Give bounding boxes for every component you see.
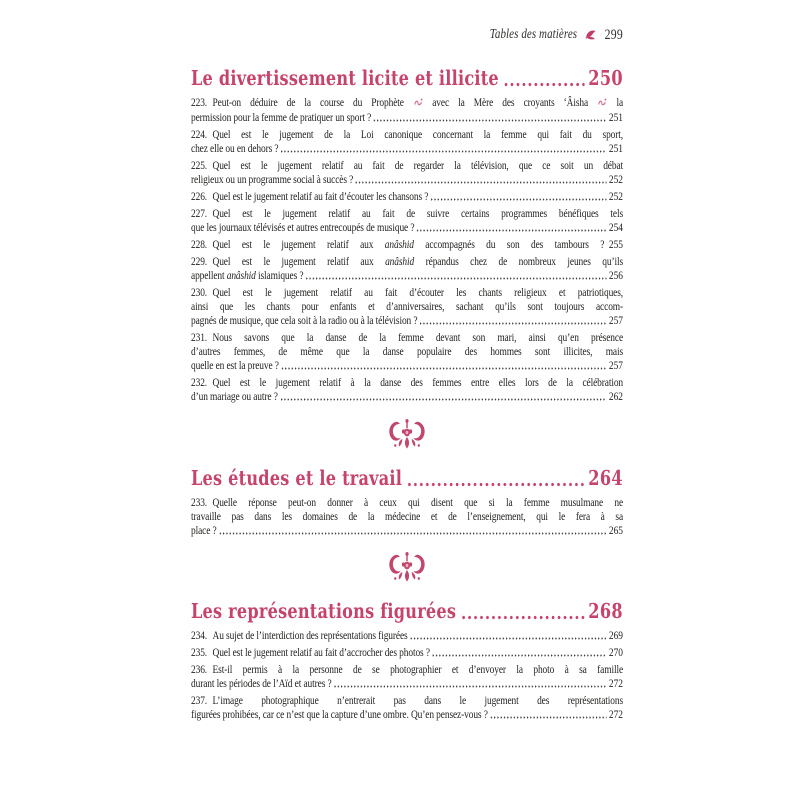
entry-line: 223. Peut-on déduire de la course du Prophète avec la Mère des croyants ‘Âisha la xyxy=(191,95,624,109)
toc-entry xyxy=(191,330,623,372)
entry-line: durant les périodes de l’Aïd et autres ? 272 xyxy=(191,676,624,690)
dot-leader xyxy=(432,654,606,657)
entry-number: 236. xyxy=(191,662,208,676)
entry-number: 234. xyxy=(191,628,208,642)
entry-line: ainsi que les chants pour enfants et d’anniversaires, sachant qu’ils sont toujours accom- xyxy=(191,299,624,313)
entry-line: 237. L’image photographique n’entrerait pas dans le jugement des représentations xyxy=(191,693,624,707)
section-heading xyxy=(191,599,623,623)
dot-leader xyxy=(504,82,584,87)
section-entries xyxy=(191,495,623,537)
entry-line: figurées prohibées, car ce n’est que la capture d’une ombre. Qu’en pensez-vous ? 272 xyxy=(191,707,624,721)
entry-page-number: 251 xyxy=(608,110,624,124)
toc-entry xyxy=(191,95,623,124)
section-entries xyxy=(191,95,623,403)
dot-leader xyxy=(219,532,607,535)
toc-entry xyxy=(191,158,623,186)
dot-leader xyxy=(374,119,607,122)
entry-line: d’un mariage ou autre ? 262 xyxy=(191,389,624,403)
toc-entry xyxy=(191,285,623,327)
entry-line: 225. Quel est le jugement relatif au fait de regarder la télévision, que ce soit un débat xyxy=(191,158,624,172)
entry-page-number: 269 xyxy=(608,628,624,642)
entry-page-number: 270 xyxy=(608,645,624,659)
leaf-fleuron-icon xyxy=(584,28,597,45)
entry-line: 230. Quel est le jugement relatif au fait d’écouter les chants religieux et patriotiques, xyxy=(191,285,624,299)
calligraphic-honorific-icon xyxy=(414,96,423,110)
entry-number: 229. xyxy=(191,254,208,268)
dot-leader xyxy=(490,716,606,719)
entry-line: 233. Quelle réponse peut-on donner à ceux qui disent que si la femme musulmane ne xyxy=(191,495,624,509)
entry-line: 231. Nous savons que la danse de la femme devant son mari, ainsi qu’en présence xyxy=(191,330,624,344)
entry-line: 235. Quel est le jugement relatif au fait d’accrocher des photos ? 270 xyxy=(191,645,624,659)
toc-entry xyxy=(191,628,623,642)
entry-line: pagnés de musique, que cela soit à la radio ou à la télévision ? 257 xyxy=(191,313,624,327)
section-heading-page: 264 xyxy=(588,466,624,490)
entry-line: permission pour la femme de pratiquer un sport ? 251 xyxy=(191,110,624,124)
entry-line: d’autres femmes, de même que la danse populaire des hommes sont illicites, mais xyxy=(191,344,624,358)
toc-entry xyxy=(191,237,623,251)
dot-leader xyxy=(356,181,607,184)
entry-number: 227. xyxy=(191,206,208,220)
entry-page-number: 252 xyxy=(608,172,624,186)
toc-entry xyxy=(191,495,623,537)
entry-page-number: 272 xyxy=(608,676,624,690)
entry-line: place ? 265 xyxy=(191,523,624,537)
dot-leader xyxy=(281,367,606,370)
entry-line: que les journaux télévisés et autres entrecoupés de musique ? 254 xyxy=(191,220,624,234)
toc-entry xyxy=(191,375,623,403)
running-header xyxy=(191,26,623,44)
entry-number: 224. xyxy=(191,127,208,141)
entry-line: 226. Quel est le jugement relatif au fait d’écouter les chansons ? 252 xyxy=(191,189,624,203)
entry-line: appellent anâshid islamiques ? 256 xyxy=(191,268,624,282)
entry-page-number: 272 xyxy=(608,707,624,721)
toc-entry xyxy=(191,189,623,203)
dot-leader xyxy=(431,198,607,201)
section-heading xyxy=(191,466,623,490)
entry-line: 228. Quel est le jugement relatif aux anâshid accompagnés du son des tambours ? 255 xyxy=(191,237,624,251)
calligraphic-honorific-icon xyxy=(598,96,607,110)
dot-leader xyxy=(334,685,607,688)
section-heading xyxy=(191,66,623,90)
dot-leader xyxy=(410,637,607,640)
dot-leader xyxy=(280,398,606,401)
floral-fleuron-icon xyxy=(191,550,623,589)
entry-number: 225. xyxy=(191,158,208,172)
entry-line: 229. Quel est le jugement relatif aux anâshid répandus chez de nombreux jeunes qu’ils xyxy=(191,254,624,268)
entry-number: 237. xyxy=(191,693,208,707)
section-heading-text: Le divertissement licite et illicite xyxy=(191,66,499,90)
dot-leader xyxy=(408,482,585,487)
dot-leader xyxy=(417,229,607,232)
dot-leader xyxy=(281,150,607,153)
toc-entry xyxy=(191,693,623,721)
toc-entry xyxy=(191,127,623,155)
dot-leader xyxy=(306,277,607,280)
entry-page-number: 255 xyxy=(608,237,624,251)
entry-line: 236. Est-il permis à la personne de se photographier et d’envoyer la photo à sa famille xyxy=(191,662,624,676)
entry-line: 232. Quel est le jugement relatif à la danse des femmes entre elles lors de la célébration xyxy=(191,375,624,389)
running-header-page-number: 299 xyxy=(604,26,624,43)
entry-number: 228. xyxy=(191,237,208,251)
content-column xyxy=(191,26,623,724)
entry-number: 231. xyxy=(191,330,208,344)
toc-entry xyxy=(191,206,623,234)
section-heading-text: Les représentations figurées xyxy=(191,599,457,623)
entry-page-number: 251 xyxy=(608,141,624,155)
entry-page-number: 257 xyxy=(608,358,624,372)
section-heading-text: Les études et le travail xyxy=(191,466,403,490)
entry-line: quelle en est la preuve ? 257 xyxy=(191,358,624,372)
entry-page-number: 256 xyxy=(608,268,624,282)
toc-entry xyxy=(191,662,623,690)
entry-line: 224. Quel est le jugement de la Loi canonique concernant la femme qui fait du sport, xyxy=(191,127,624,141)
entry-page-number: 254 xyxy=(608,220,624,234)
dot-leader xyxy=(462,615,585,620)
toc-entry xyxy=(191,254,623,282)
running-header-title: Tables des matières xyxy=(489,27,578,42)
toc-entry xyxy=(191,645,623,659)
entry-line: religieux ou un programme social à succès ? 252 xyxy=(191,172,624,186)
entry-page-number: 265 xyxy=(608,523,624,537)
entry-number: 226. xyxy=(191,189,208,203)
entry-line: 234. Au sujet de l’interdiction des représentations figurées 269 xyxy=(191,628,624,642)
entry-number: 232. xyxy=(191,375,208,389)
section-heading-page: 250 xyxy=(588,66,624,90)
entry-number: 230. xyxy=(191,285,208,299)
entry-line: 227. Quel est le jugement relatif au fait de suivre certains programmes bénéfiques tels xyxy=(191,206,624,220)
floral-fleuron-icon xyxy=(191,417,623,456)
entry-number: 235. xyxy=(191,645,208,659)
entry-number: 223. xyxy=(191,95,208,109)
section-entries xyxy=(191,628,623,721)
entry-page-number: 262 xyxy=(608,389,624,403)
entry-number: 233. xyxy=(191,495,208,509)
dot-leader xyxy=(420,322,607,325)
entry-line: travaille pas dans les domaines de la médecine et de l’enseignement, qui le fera à sa xyxy=(191,509,624,523)
entry-page-number: 252 xyxy=(608,189,624,203)
entry-page-number: 257 xyxy=(608,313,624,327)
entry-line: chez elle ou en dehors ? 251 xyxy=(191,141,624,155)
section-heading-page: 268 xyxy=(588,599,624,623)
